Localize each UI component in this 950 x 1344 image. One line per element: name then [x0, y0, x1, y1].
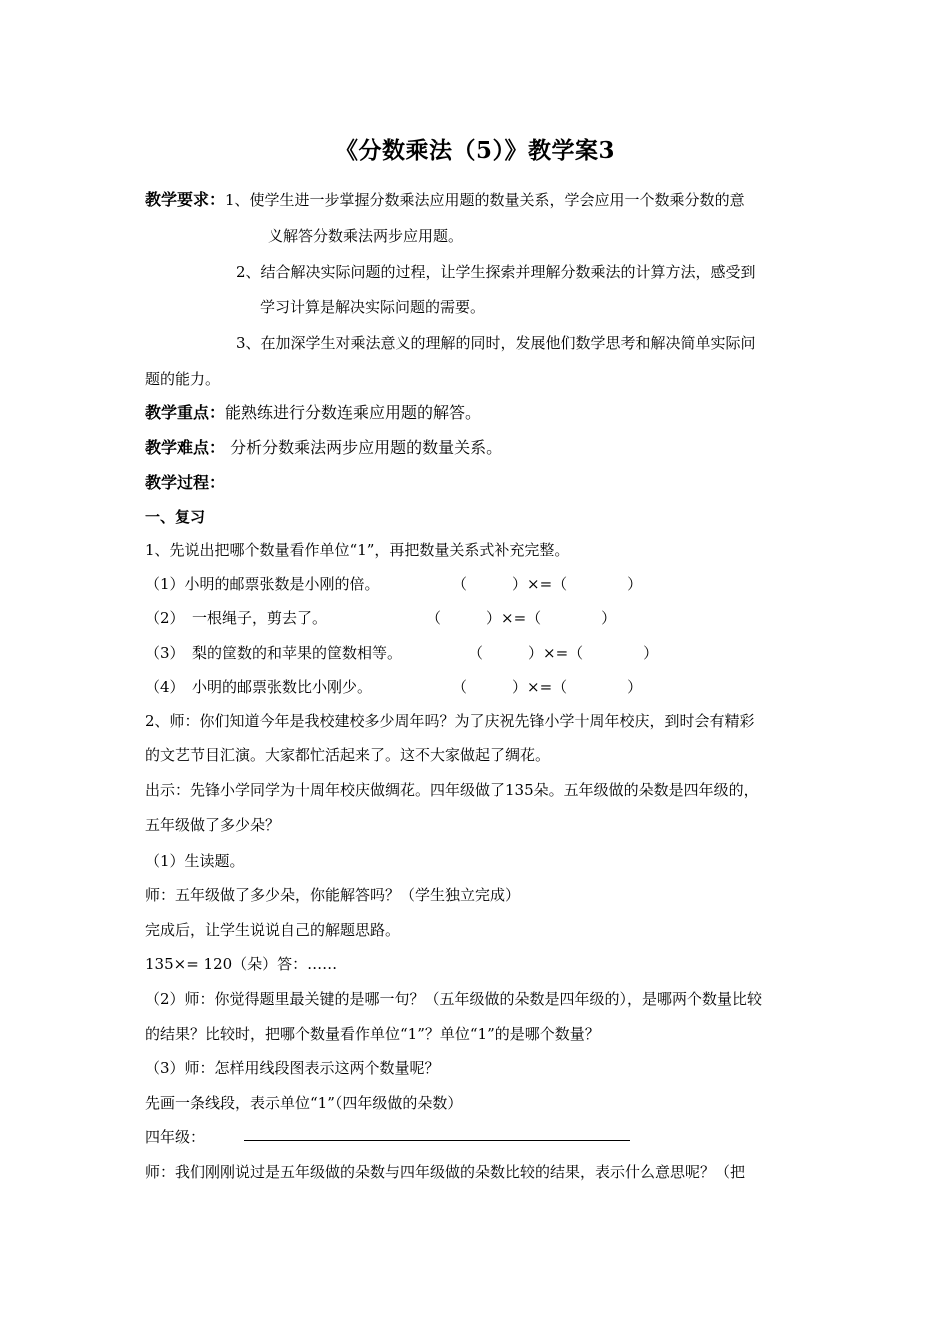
q2-line-1: 2、师：你们知道今年是我校建校多少周年吗？为了庆祝先锋小学十周年校庆，到时会有精彩	[145, 712, 755, 730]
grade4-label: 四年级：	[145, 1128, 206, 1146]
step-1-calc: 135×= 120（朵）答：……	[145, 955, 338, 973]
q1-item-2: （2） 一根绳子，剪去了。	[145, 609, 328, 627]
requirement-2b: 学习计算是解决实际问题的需要。	[260, 298, 486, 316]
difficulty-text: 分析分数乘法两步应用题的数量关系。	[225, 438, 503, 457]
q1-item-3: （3） 梨的筐数的和苹果的筐数相等。	[145, 644, 403, 662]
q1-intro: 1、先说出把哪个数量看作单位“1”，再把数量关系式补充完整。	[145, 541, 570, 559]
requirement-2a: 2、结合解决实际问题的过程，让学生探索并理解分数乘法的计算方法，感受到	[236, 263, 756, 281]
requirement-1b: 义解答分数乘法两步应用题。	[268, 227, 464, 245]
step-1-question: 师：五年级做了多少朵，你能解答吗？（学生独立完成）	[145, 886, 521, 904]
focus-label: 教学重点：	[145, 403, 226, 422]
show-line-1: 出示：先锋小学同学为十周年校庆做绸花。四年级做了135朵。五年级做的朵数是四年级的，	[145, 781, 759, 799]
page-title: 《分数乘法（5）》教学案3	[334, 137, 615, 164]
focus-text: 能熟练进行分数连乘应用题的解答。	[225, 403, 482, 422]
show-line-2: 五年级做了多少朵？	[145, 816, 281, 834]
line-segment-diagram	[244, 1140, 630, 1141]
step-1-done: 完成后，让学生说说自己的解题思路。	[145, 921, 401, 939]
step-1: （1）生读题。	[145, 852, 245, 870]
section-review-heading: 一、复习	[145, 508, 206, 526]
requirements-line-1	[145, 190, 745, 210]
focus-line	[145, 403, 481, 423]
step-3-draw: 先画一条线段，表示单位“1”（四年级做的朵数）	[145, 1094, 463, 1112]
step-3: （3）师：怎样用线段图表示这两个数量呢？	[145, 1059, 440, 1077]
requirement-3a: 3、在加深学生对乘法意义的理解的同时，发展他们数学思考和解决简单实际问	[236, 334, 756, 352]
q1-item-1-formula: （ ）×=（ ）	[452, 575, 643, 593]
last-line: 师：我们刚刚说过是五年级做的朵数与四年级做的朵数比较的结果，表示什么意思呢？（把	[145, 1163, 746, 1181]
requirements-label: 教学要求：	[145, 190, 226, 209]
requirement-1a: 1、使学生进一步掌握分数乘法应用题的数量关系，学会应用一个数乘分数的意	[225, 191, 745, 209]
q1-item-4-formula: （ ）×=（ ）	[452, 678, 643, 696]
q1-item-4: （4） 小明的邮票张数比小刚少。	[145, 678, 373, 696]
difficulty-label: 教学难点：	[145, 438, 226, 457]
q1-item-2-formula: （ ）×=（ ）	[426, 609, 617, 627]
step-2-line-2: 的结果？比较时，把哪个数量看作单位“1”？单位“1”的是哪个数量？	[145, 1025, 600, 1043]
q1-item-1: （1）小明的邮票张数是小刚的倍。	[145, 575, 380, 593]
q2-line-2: 的文艺节目汇演。大家都忙活起来了。这不大家做起了绸花。	[145, 746, 551, 764]
difficulty-line	[145, 438, 502, 458]
requirement-3b: 题的能力。	[145, 370, 221, 388]
q1-item-3-formula: （ ）×=（ ）	[468, 644, 659, 662]
step-2-line-1: （2）师：你觉得题里最关键的是哪一句？（五年级做的朵数是四年级的），是哪两个数量比较	[145, 990, 763, 1008]
process-label: 教学过程：	[145, 473, 226, 492]
